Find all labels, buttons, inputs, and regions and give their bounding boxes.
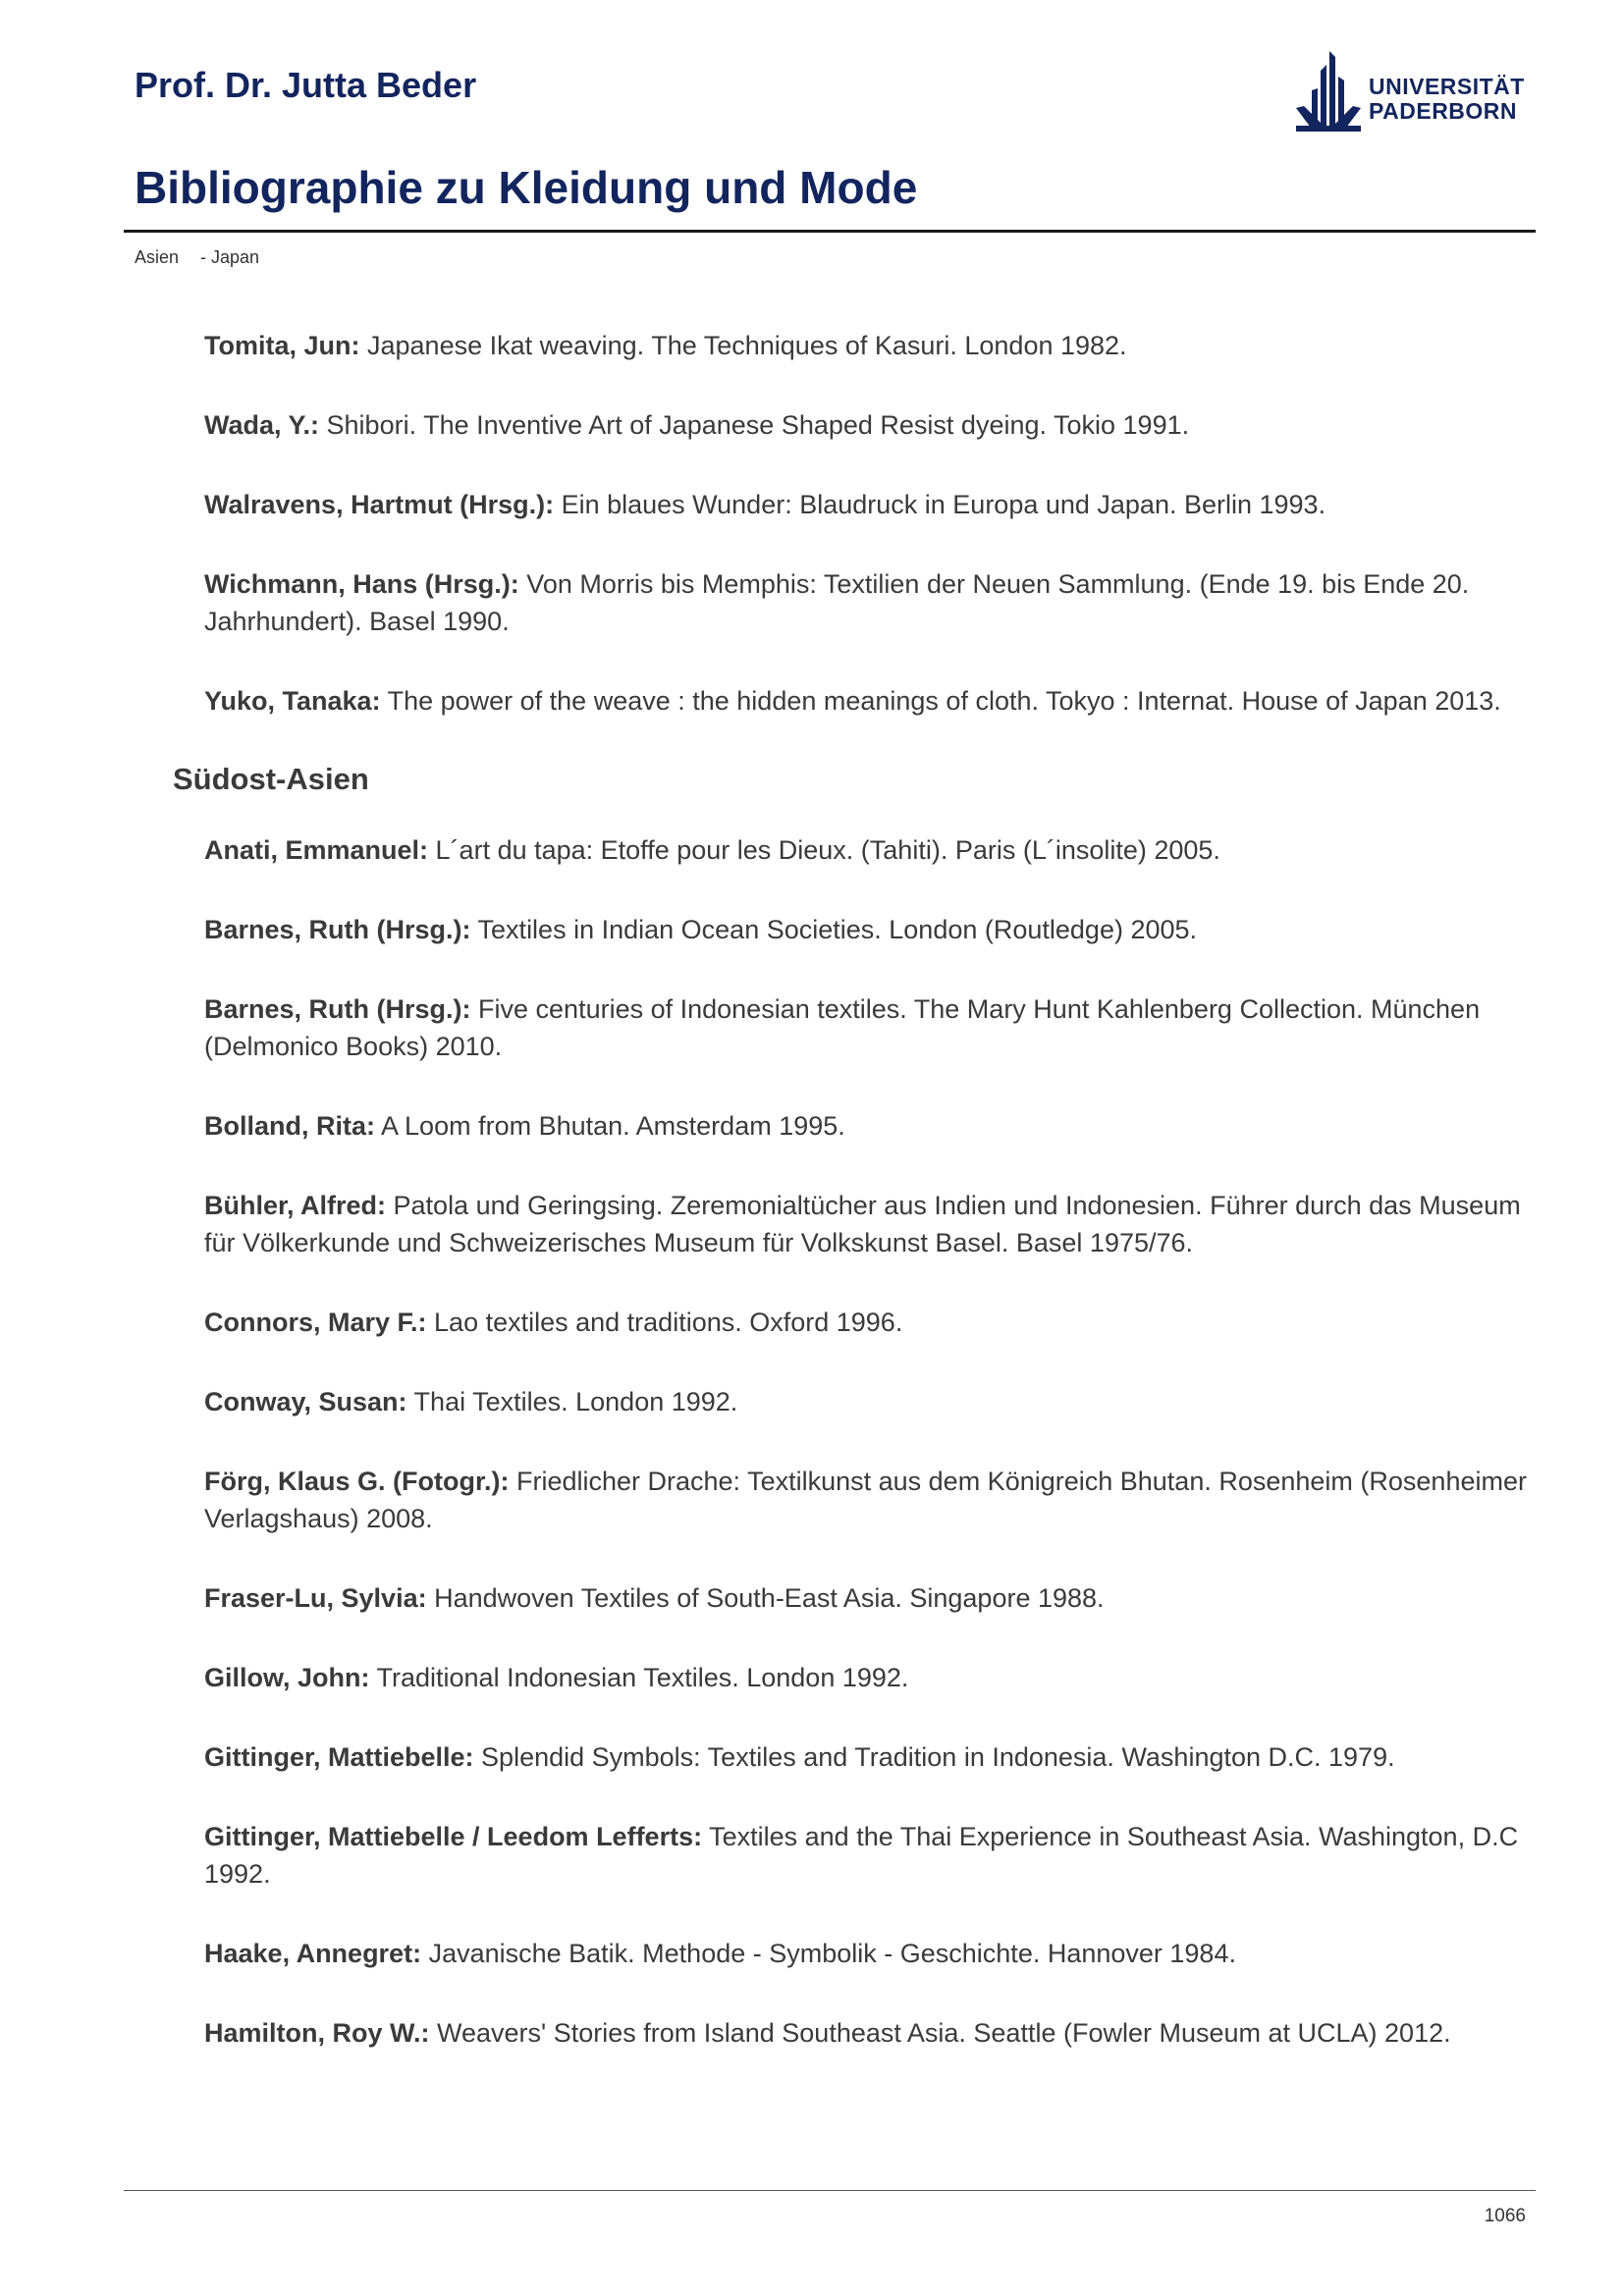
bibliography-entry <box>204 327 1530 364</box>
entry-author: Conway, Susan: <box>204 1387 407 1416</box>
entry-text: A Loom from Bhutan. Amsterdam 1995. <box>375 1111 845 1141</box>
university-logo-icon <box>1294 51 1363 132</box>
bibliography-entry <box>204 1187 1530 1261</box>
entry-text: Splendid Symbols: Textiles and Tradition in Indonesia. Washington D.C. 1979. <box>473 1742 1395 1772</box>
entry-text: Handwoven Textiles of South-East Asia. Singapore 1988. <box>426 1583 1105 1613</box>
entry-text: Ein blaues Wunder: Blaudruck in Europa und Japan. Berlin 1993. <box>554 490 1326 519</box>
section-heading-suedost-asien: Südost-Asien <box>173 762 369 796</box>
entry-author: Barnes, Ruth (Hrsg.): <box>204 915 471 944</box>
entry-author: Wada, Y.: <box>204 410 320 440</box>
bibliography-entry <box>204 1383 1530 1420</box>
bibliography-entry <box>204 682 1530 720</box>
entry-text: L´art du tapa: Etoffe pour les Dieux. (Tahiti). Paris (L´insolite) 2005. <box>428 835 1220 865</box>
bibliography-entry <box>204 911 1530 948</box>
entry-author: Fraser-Lu, Sylvia: <box>204 1583 427 1613</box>
bibliography-entry <box>204 1659 1530 1696</box>
page-number: 1066 <box>1484 2206 1526 2226</box>
breadcrumb-japan: - Japan <box>200 247 260 267</box>
logo-wordmark <box>1369 75 1525 124</box>
bibliography-entry <box>204 1463 1530 1537</box>
entry-author: Anati, Emmanuel: <box>204 835 429 865</box>
entry-text: Friedlicher Drache: Textilkunst aus dem Königreich Bhutan. Rosenheim (Rosenheimer Verlagshaus) 2008. <box>204 1467 1527 1533</box>
entry-author: Förg, Klaus G. (Fotogr.): <box>204 1467 510 1496</box>
logo-line-2: PADERBORN <box>1369 98 1518 124</box>
entry-text: Japanese Ikat weaving. The Techniques of Kasuri. London 1982. <box>359 331 1127 360</box>
entry-author: Yuko, Tanaka: <box>204 686 381 716</box>
japan-entries <box>204 327 1530 720</box>
university-logo[interactable] <box>1294 51 1530 132</box>
title-divider <box>124 230 1536 233</box>
entry-author: Walravens, Hartmut (Hrsg.): <box>204 490 555 519</box>
bibliography-entry <box>204 1304 1530 1341</box>
entry-text: Five centuries of Indonesian textiles. The Mary Hunt Kahlenberg Collection. München (Delmonico Books) 2010. <box>204 994 1481 1061</box>
breadcrumb <box>135 247 259 268</box>
entry-author: Connors, Mary F.: <box>204 1308 427 1337</box>
logo-line-1: UNIVERSITÄT <box>1369 74 1525 99</box>
bibliography-entry <box>204 2014 1530 2052</box>
entry-author: Hamilton, Roy W.: <box>204 2018 430 2048</box>
bibliography-entry <box>204 1107 1530 1145</box>
entry-text: Textiles and the Thai Experience in Southeast Asia. Washington, D.C 1992. <box>204 1822 1519 1889</box>
entry-text: Shibori. The Inventive Art of Japanese Shaped Resist dyeing. Tokio 1991. <box>319 410 1190 440</box>
bibliography-entry <box>204 1935 1530 1972</box>
bibliography-list <box>173 327 1530 2094</box>
entry-author: Gillow, John: <box>204 1663 370 1692</box>
page-title: Bibliographie zu Kleidung und Mode <box>135 162 918 213</box>
bibliography-entry <box>204 486 1530 523</box>
breadcrumb-asien: Asien <box>135 247 180 267</box>
bibliography-entry <box>204 406 1530 444</box>
entry-text: Weavers' Stories from Island Southeast Asia. Seattle (Fowler Museum at UCLA) 2012. <box>429 2018 1451 2048</box>
footer-divider <box>124 2190 1536 2191</box>
southeast-asia-entries <box>204 831 1530 2052</box>
bibliography-entry <box>204 1738 1530 1776</box>
bibliography-entry <box>204 565 1530 640</box>
entry-text: Javanische Batik. Methode - Symbolik - Geschichte. Hannover 1984. <box>421 1939 1236 1968</box>
entry-author: Haake, Annegret: <box>204 1939 422 1968</box>
entry-author: Gittinger, Mattiebelle / Leedom Lefferts: <box>204 1822 703 1851</box>
entry-author: Tomita, Jun: <box>204 331 360 360</box>
entry-text: Textiles in Indian Ocean Societies. London (Routledge) 2005. <box>470 915 1198 944</box>
entry-text: Traditional Indonesian Textiles. London 1992. <box>369 1663 909 1692</box>
entry-author: Bolland, Rita: <box>204 1111 375 1141</box>
entry-author: Bühler, Alfred: <box>204 1191 387 1220</box>
entry-author: Gittinger, Mattiebelle: <box>204 1742 474 1772</box>
bibliography-entry <box>204 990 1530 1065</box>
author-header: Prof. Dr. Jutta Beder <box>135 65 477 105</box>
entry-text: Patola und Geringsing. Zeremonialtücher aus Indien und Indonesien. Führer durch das Museum für Völkerkunde und Schweizerisches Museum für Volkskunst Basel. Basel 1975/76. <box>204 1191 1521 1257</box>
bibliography-entry <box>204 831 1530 869</box>
entry-author: Wichmann, Hans (Hrsg.): <box>204 569 519 599</box>
bibliography-entry <box>204 1579 1530 1617</box>
entry-text: Lao textiles and traditions. Oxford 1996. <box>426 1308 903 1337</box>
entry-text: Von Morris bis Memphis: Textilien der Neuen Sammlung. (Ende 19. bis Ende 20. Jahrhundert). Basel 1990. <box>204 569 1470 636</box>
bibliography-entry <box>204 1818 1530 1893</box>
entry-text: The power of the weave : the hidden meanings of cloth. Tokyo : Internat. House of Japan 2013. <box>380 686 1501 716</box>
entry-text: Thai Textiles. London 1992. <box>406 1387 738 1416</box>
entry-author: Barnes, Ruth (Hrsg.): <box>204 994 471 1024</box>
